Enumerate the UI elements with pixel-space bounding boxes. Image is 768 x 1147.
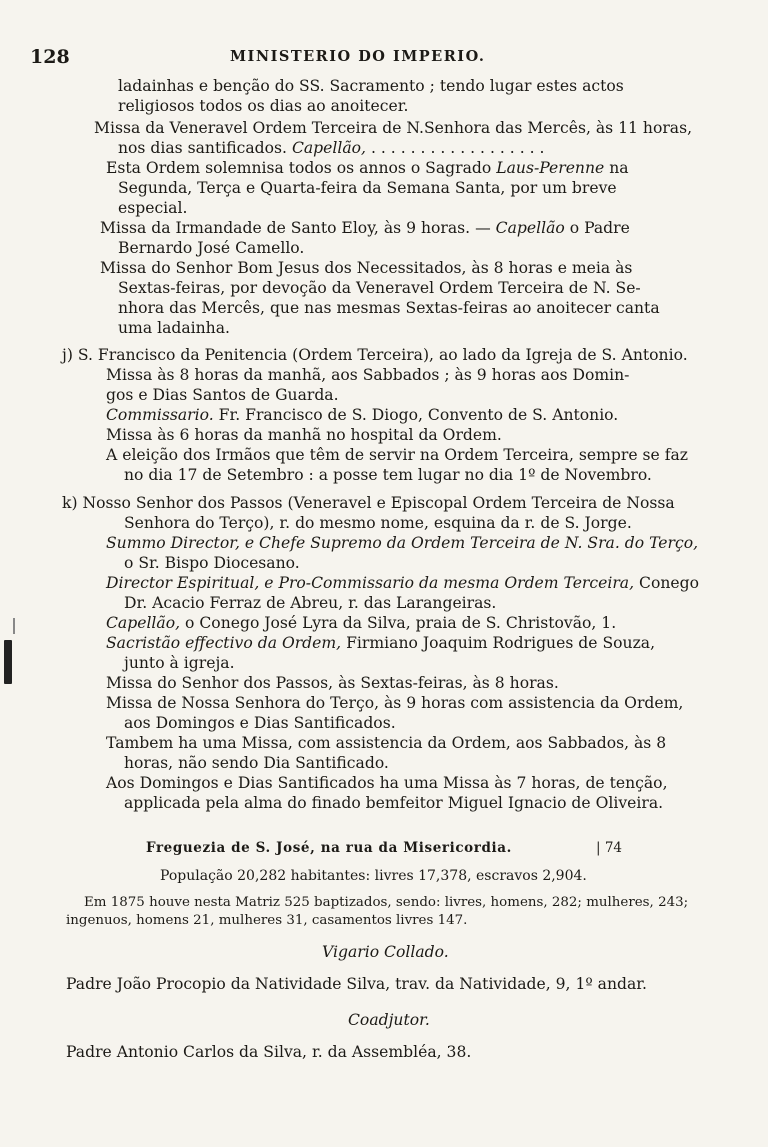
text-line [100,218,630,238]
role-label: Capellão, [291,139,367,157]
vigario-heading: Vigario Collado. [322,943,449,961]
text-line: religiosos todos os dias ao anoitecer. [118,97,409,115]
text-line: Missa do Senhor dos Passos, às Sextas-feiras, às 8 horas. [106,674,559,692]
text-line: applicada pela alma do finado bemfeitor Miguel Ignacio de Oliveira. [124,794,664,812]
text-line: Missa às 8 horas da manhã, aos Sabbados ; às 9 horas aos Domin- [106,366,630,384]
text-line [106,158,629,178]
text-span: Conego [639,574,699,592]
text-line: Missa de Nossa Senhora do Terço, às 9 horas com assistencia da Ordem, [106,694,684,712]
text-span: Missa da Irmandade de Santo Eloy, às 9 horas. — [100,219,491,237]
text-line: o Sr. Bispo Diocesano. [124,554,300,572]
text-line: Tambem ha uma Missa, com assistencia da Ordem, aos Sabbados, às 8 [106,734,667,752]
text-line: Segunda, Terça e Quarta-feira da Semana Santa, por um breve [118,179,617,197]
text-line: especial. [118,199,188,217]
text-line: Dr. Acacio Ferraz de Abreu, r. das Larangeiras. [124,594,497,612]
text-line: aos Domingos e Dias Santificados. [124,714,396,732]
text-span: na [609,159,629,177]
role-label: Capellão [495,219,565,237]
text-span: o Padre [569,219,630,237]
text-line [106,613,616,633]
text-line: Senhora do Terço), r. do mesmo nome, esquina da r. de S. Jorge. [124,514,632,532]
text-line: gos e Dias Santos de Guarda. [106,386,339,404]
coadjutor-heading: Coadjutor. [348,1011,430,1029]
text-line: Missa do Senhor Bom Jesus dos Necessitados, às 8 horas e meia às [100,259,633,277]
population-line: População 20,282 habitantes: livres 17,378, escravos 2,904. [160,868,587,884]
text-span: Laus-Perenne [496,159,605,177]
running-title: MINISTERIO DO IMPERIO. [230,48,486,65]
text-line: junto à igreja. [124,654,235,672]
role-label: Sacristão effectivo da Ordem, [106,634,342,652]
page-number: 128 [30,46,70,68]
text-line: A eleição dos Irmãos que têm de servir na Ordem Terceira, sempre se faz [106,446,688,464]
text-line: Aos Domingos e Dias Santificados ha uma Missa às 7 horas, de tenção, [106,774,668,792]
vigario-name: Padre João Procopio da Natividade Silva, trav. da Natividade, 9, 1º andar. [66,975,647,993]
text-line: Missa às 6 horas da manhã no hospital da Ordem. [106,426,502,444]
text-line: Summo Director, e Chefe Supremo da Ordem Terceira de N. Sra. do Terço, [106,534,699,552]
text-span: Firmiano Joaquim Rodrigues de Souza, [346,634,656,652]
text-line: Bernardo José Camello. [118,239,305,257]
text-line [106,633,655,653]
coadjutor-name: Padre Antonio Carlos da Silva, r. da Assembléa, 38. [66,1043,472,1061]
role-label: Capellão, [106,614,181,632]
role-label: Director Espiritual, e Pro-Commissario da mesma Ordem Terceira, [106,574,635,592]
section-title: Freguezia de S. José, na rua da Misericordia. [146,840,512,856]
text-line: uma ladainha. [118,319,230,337]
text-line [106,573,699,593]
stats-line: ingenuos, homens 21, mulheres 31, casamentos livres 147. [66,913,468,928]
text-line: no dia 17 de Setembro : a posse tem lugar no dia 1º de Novembro. [124,466,652,484]
text-line: ladainhas e benção do SS. Sacramento ; tendo lugar estes actos [118,77,624,95]
text-line: horas, não sendo Dia Santificado. [124,754,389,772]
text-line [118,138,544,158]
text-span: nos dias santificados. [118,139,287,157]
text-line [106,405,618,425]
text-line: Sextas-feiras, por devoção da Veneravel Ordem Terceira de N. Se- [118,279,641,297]
text-span: Fr. Francisco de S. Diogo, Convento de S. Antonio. [218,406,619,424]
role-label: Commissario. [106,406,214,424]
text-span: o Conego José Lyra da Silva, praia de S. Christovão, 1. [185,614,617,632]
text-line: Missa da Veneravel Ordem Terceira de N.Senhora das Mercês, às 11 horas, [94,119,693,137]
margin-mark [13,618,15,634]
entry-heading-j: j) S. Francisco da Penitencia (Ordem Terceira), ao lado da Igreja de S. Antonio. [62,346,688,364]
margin-mark [4,640,12,684]
text-span: Esta Ordem solemnisa todos os annos o Sagrado [106,159,492,177]
section-reference: | 74 [596,840,623,856]
text-line: nhora das Mercês, que nas mesmas Sextas-feiras ao anoitecer canta [118,299,660,317]
leader-dots: . . . . . . . . . . . . . . . . . . [370,139,545,157]
entry-heading-k: k) Nosso Senhor dos Passos (Veneravel e Episcopal Ordem Terceira de Nossa [62,494,675,512]
stats-line: Em 1875 houve nesta Matriz 525 baptizados, sendo: livres, homens, 282; mulheres, 243; [84,895,689,910]
